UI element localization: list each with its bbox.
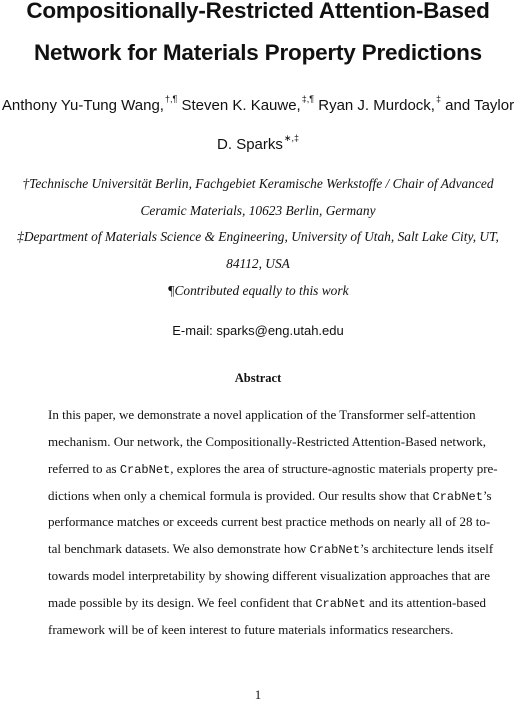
paper-title-line-1: Compositionally-Restricted Attention-Based — [26, 0, 490, 23]
author-name: Ryan J. Murdock, — [318, 97, 435, 114]
author-affiliation-marks: †,¶ — [164, 94, 178, 104]
abstract-text: ’s — [482, 488, 492, 503]
abstract-text: In this paper, we demonstrate a novel application of the Transformer self-attention — [48, 407, 476, 422]
code-term: CrabNet — [309, 543, 360, 557]
abstract-text: mechanism. Our network, the Compositionally-Restricted Attention-Based network, — [48, 434, 486, 449]
abstract-text: tal benchmark datasets. We also demonstrate how — [48, 541, 310, 556]
abstract-line — [48, 407, 476, 422]
abstract-line — [48, 461, 498, 477]
email-address[interactable]: sparks@eng.utah.edu — [216, 323, 344, 338]
abstract-text: dictions when only a chemical formula is provided. Our results show that — [48, 488, 433, 503]
abstract-text: referred to as — [48, 461, 120, 476]
page-number: 1 — [254, 687, 262, 702]
affiliation-line: Ceramic Materials, 10623 Berlin, Germany — [140, 203, 376, 218]
code-term: CrabNet — [315, 597, 366, 611]
affiliation-line: †Technische Universität Berlin, Fachgebiet Keramische Werkstoffe / Chair of Advanced — [22, 176, 494, 191]
author-name: D. Sparks — [217, 136, 283, 153]
abstract-text: performance matches or exceeds current best practice methods on nearly all of 28 to- — [48, 514, 491, 529]
abstract-heading: Abstract — [234, 371, 282, 385]
affiliation-line: ¶Contributed equally to this work — [167, 283, 349, 298]
abstract-line — [48, 488, 492, 504]
author-affiliation-marks: ‡ — [435, 94, 441, 104]
code-term: CrabNet — [432, 490, 483, 504]
paper-title-line-2: Network for Materials Property Predictions — [34, 40, 482, 65]
abstract-text: made possible by its design. We feel confident that — [48, 595, 316, 610]
abstract-line — [48, 595, 486, 611]
abstract-line — [48, 541, 494, 557]
author-name: and Taylor — [445, 97, 515, 114]
abstract-line — [48, 514, 491, 529]
email-label: E-mail: — [172, 323, 213, 338]
abstract-line — [48, 623, 466, 636]
author-line-2 — [0, 133, 516, 153]
abstract-text: framework will be of keen interest to future materials informatics researchers. — [48, 622, 454, 637]
affiliation-line: 84112, USA — [226, 256, 290, 271]
contact-email — [0, 323, 516, 338]
author-affiliation-marks: ∗,‡ — [283, 133, 299, 143]
author-name: Anthony Yu-Tung Wang, — [1, 97, 164, 114]
abstract-text: and its attention-based — [365, 595, 486, 610]
abstract-text: ’s architecture lends itself — [359, 541, 494, 556]
affiliation-line: ‡Department of Materials Science & Engineering, University of Utah, Salt Lake City, UT, — [17, 229, 499, 244]
abstract-line — [48, 568, 490, 583]
author-name: Steven K. Kauwe, — [181, 97, 301, 114]
abstract-text: , explores the area of structure-agnostic materials property pre- — [170, 461, 498, 476]
author-line-1 — [0, 94, 516, 114]
abstract-line — [48, 434, 486, 449]
code-term: CrabNet — [119, 463, 171, 477]
author-affiliation-marks: ‡,¶ — [301, 94, 315, 104]
abstract-text: towards model interpretability by showing different visualization approaches that are — [48, 568, 490, 583]
